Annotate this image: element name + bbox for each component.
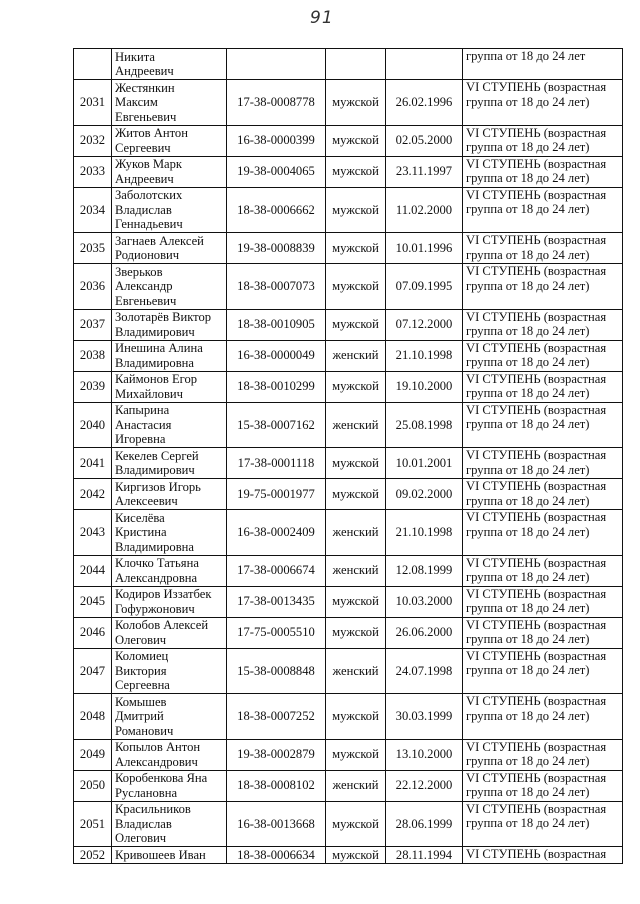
uin-cell: 18-38-0010905: [227, 309, 326, 340]
uin-cell: 19-38-0004065: [227, 156, 326, 187]
level-line: VI СТУПЕНЬ (возрастная: [466, 648, 607, 663]
level-line: VI СТУПЕНЬ (возрастная: [466, 694, 607, 708]
birth-date-cell: 26.06.2000: [386, 617, 463, 648]
birth-date-cell: 09.02.2000: [386, 479, 463, 510]
uin-cell: 16-38-0000399: [227, 125, 326, 156]
sex-cell: мужской: [326, 125, 386, 156]
level-cell: [463, 510, 623, 556]
full-name-cell: [112, 309, 227, 340]
sex-cell: мужской: [326, 156, 386, 187]
sex-cell: женский: [326, 648, 386, 694]
uin-cell: 18-38-0007073: [227, 264, 326, 310]
level-line: VI СТУПЕНЬ (возрастная: [466, 555, 607, 570]
uin-cell: 15-38-0007162: [227, 402, 326, 448]
table-row: [74, 617, 623, 648]
level-cell: [463, 694, 623, 740]
uin-cell: 17-38-0008778: [227, 80, 326, 126]
birth-date-cell: 21.10.1998: [386, 340, 463, 371]
level-line: группа от 18 до 24 лет): [466, 386, 590, 400]
level-line: группа от 18 до 24 лет): [466, 524, 590, 539]
birth-date-cell: 30.03.1999: [386, 694, 463, 740]
level-line: группа от 18 до 24 лет): [466, 202, 590, 216]
level-line: группа от 18 до 24 лет): [466, 462, 590, 477]
level-line: группа от 18 до 24 лет): [466, 94, 590, 109]
row-number-cell: 2051: [74, 801, 112, 847]
row-number-cell: 2050: [74, 770, 112, 801]
level-cell: [463, 448, 623, 479]
table-row: [74, 233, 623, 264]
full-name-line: Михайлович: [115, 386, 183, 401]
table-row: [74, 309, 623, 340]
full-name-line: Олегович: [115, 632, 167, 647]
table-row: [74, 340, 623, 371]
table-row: [74, 847, 623, 864]
row-number-cell: 2039: [74, 371, 112, 402]
full-name-line: Коломиец: [115, 649, 169, 663]
full-name-line: Владислав: [115, 816, 172, 831]
level-cell: [463, 617, 623, 648]
page-number: 91: [310, 8, 334, 28]
table-row: [74, 187, 623, 233]
level-cell: [463, 479, 623, 510]
sex-cell: мужской: [326, 448, 386, 479]
level-line: VI СТУПЕНЬ (возрастная: [466, 510, 607, 524]
registry-table: [73, 48, 623, 864]
level-line: группа от 18 до 24 лет): [466, 816, 590, 830]
table-row: [74, 80, 623, 126]
birth-date-cell: 26.02.1996: [386, 80, 463, 126]
full-name-line: Клочко Татьяна: [115, 556, 199, 570]
full-name-line: Анастасия: [115, 417, 172, 432]
sex-cell: женский: [326, 402, 386, 448]
full-name-line: Кривошеев Иван: [115, 847, 206, 862]
table-row: [74, 648, 623, 694]
full-name-line: Максим: [115, 95, 158, 109]
uin-cell: 16-38-0013668: [227, 801, 326, 847]
level-cell: [463, 340, 623, 371]
level-line: VI СТУПЕНЬ (возрастная: [466, 402, 607, 417]
level-cell: [463, 801, 623, 847]
sex-cell: женский: [326, 340, 386, 371]
full-name-line: Владимирович: [115, 324, 195, 339]
sex-cell: мужской: [326, 847, 386, 864]
birth-date-cell: 10.01.2001: [386, 448, 463, 479]
level-line: VI СТУПЕНЬ (возрастная: [466, 187, 607, 202]
sex-cell: женский: [326, 555, 386, 586]
uin-cell: 17-38-0001118: [227, 448, 326, 479]
level-cell: [463, 555, 623, 586]
level-line: VI СТУПЕНЬ (возрастная: [466, 739, 607, 754]
level-line: группа от 18 до 24 лет): [466, 278, 590, 293]
full-name-line: Жестянкин: [115, 80, 175, 95]
table-row: [74, 510, 623, 556]
row-number-cell: 2043: [74, 510, 112, 556]
full-name-line: Инешина Алина: [115, 341, 203, 355]
sex-cell: женский: [326, 770, 386, 801]
sex-cell: женский: [326, 510, 386, 556]
level-cell: [463, 309, 623, 340]
full-name-cell: [112, 694, 227, 740]
uin-cell: 18-38-0007252: [227, 694, 326, 740]
uin-cell: 18-38-0006662: [227, 187, 326, 233]
sex-cell: мужской: [326, 694, 386, 740]
full-name-line: Геннадьевич: [115, 217, 183, 231]
uin-cell: 16-38-0002409: [227, 510, 326, 556]
full-name-cell: [112, 233, 227, 264]
full-name-line: Руслановна: [115, 785, 178, 800]
birth-date-cell: 28.06.1999: [386, 801, 463, 847]
table-row: [74, 49, 623, 80]
full-name-line: Олегович: [115, 831, 167, 845]
full-name-cell: [112, 49, 227, 80]
birth-date-cell: 23.11.1997: [386, 156, 463, 187]
table-row: [74, 156, 623, 187]
full-name-line: Красильников: [115, 802, 191, 816]
full-name-line: Капырина: [115, 403, 170, 417]
full-name-cell: [112, 340, 227, 371]
sex-cell: мужской: [326, 264, 386, 310]
level-cell: [463, 770, 623, 801]
level-line: VI СТУПЕНЬ (возрастная: [466, 371, 607, 386]
full-name-cell: [112, 739, 227, 770]
table-row: [74, 555, 623, 586]
sex-cell: мужской: [326, 309, 386, 340]
table-row: [74, 402, 623, 448]
full-name-line: Владимировна: [115, 539, 194, 554]
birth-date-cell: 12.08.1999: [386, 555, 463, 586]
level-line: VI СТУПЕНЬ (возрастная: [466, 586, 607, 601]
full-name-line: Никита: [115, 49, 155, 64]
table-row: [74, 770, 623, 801]
birth-date-cell: 11.02.2000: [386, 187, 463, 233]
sex-cell: мужской: [326, 479, 386, 510]
birth-date-cell: 07.12.2000: [386, 309, 463, 340]
full-name-cell: [112, 770, 227, 801]
full-name-line: Кодиров Иззатбек: [115, 587, 212, 601]
table-row: [74, 125, 623, 156]
level-cell: [463, 125, 623, 156]
full-name-cell: [112, 264, 227, 310]
full-name-line: Александровна: [115, 570, 198, 585]
level-line: группа от 18 до 24 лет): [466, 355, 590, 369]
full-name-line: Каймонов Егор: [115, 372, 198, 386]
full-name-line: Андреевич: [115, 171, 174, 186]
full-name-line: Киселёва: [115, 510, 165, 525]
level-line: группа от 18 до 24 лет): [466, 601, 590, 615]
level-cell: [463, 80, 623, 126]
full-name-line: Коробенкова Яна: [115, 771, 208, 785]
row-number-cell: 2047: [74, 648, 112, 694]
level-cell: [463, 648, 623, 694]
table-row: [74, 264, 623, 310]
uin-cell: 17-38-0013435: [227, 586, 326, 617]
full-name-line: Владимировна: [115, 355, 194, 370]
row-number-cell: 2032: [74, 125, 112, 156]
full-name-cell: [112, 125, 227, 156]
full-name-line: Кристина: [115, 525, 167, 539]
full-name-line: Загнаев Алексей: [115, 233, 204, 248]
full-name-line: Евгеньевич: [115, 293, 177, 308]
level-line: группа от 18 до 24 лет): [466, 632, 590, 646]
uin-cell: 19-38-0008839: [227, 233, 326, 264]
sex-cell: мужской: [326, 617, 386, 648]
level-cell: [463, 233, 623, 264]
level-line: группа от 18 до 24 лет): [466, 663, 590, 677]
full-name-line: Золотарёв Виктор: [115, 310, 212, 324]
row-number-cell: 2035: [74, 233, 112, 264]
full-name-line: Киргизов Игорь: [115, 479, 201, 494]
birth-date-cell: 28.11.1994: [386, 847, 463, 864]
row-number-cell: 2041: [74, 448, 112, 479]
row-number-cell: 2045: [74, 586, 112, 617]
sex-cell: [326, 49, 386, 80]
sex-cell: мужской: [326, 586, 386, 617]
sex-cell: мужской: [326, 187, 386, 233]
full-name-line: Андреевич: [115, 64, 174, 78]
row-number-cell: 2048: [74, 694, 112, 740]
full-name-cell: [112, 510, 227, 556]
birth-date-cell: 24.07.1998: [386, 648, 463, 694]
row-number-cell: 2038: [74, 340, 112, 371]
row-number-cell: 2033: [74, 156, 112, 187]
full-name-cell: [112, 801, 227, 847]
level-line: VI СТУПЕНЬ (возрастная: [466, 156, 607, 171]
level-cell: [463, 847, 623, 864]
full-name-cell: [112, 156, 227, 187]
full-name-cell: [112, 586, 227, 617]
level-line: VI СТУПЕНЬ (возрастная: [466, 264, 607, 278]
level-line: VI СТУПЕНЬ (возрастная: [466, 340, 607, 355]
level-cell: [463, 156, 623, 187]
row-number-cell: 2034: [74, 187, 112, 233]
full-name-line: Колобов Алексей: [115, 618, 209, 632]
full-name-line: Игоревна: [115, 432, 166, 446]
uin-cell: 17-75-0005510: [227, 617, 326, 648]
full-name-line: Владислав: [115, 202, 172, 217]
level-cell: [463, 371, 623, 402]
full-name-line: Дмитрий: [115, 709, 164, 723]
level-line: группа от 18 до 24 лет): [466, 570, 590, 584]
row-number-cell: 2040: [74, 402, 112, 448]
level-line: VI СТУПЕНЬ (возрастная: [466, 80, 607, 94]
level-line: VI СТУПЕНЬ (возрастная: [466, 801, 607, 816]
level-cell: [463, 402, 623, 448]
row-number-cell: 2037: [74, 309, 112, 340]
level-line: VI СТУПЕНЬ (возрастная: [466, 125, 607, 140]
full-name-line: Сергеевич: [115, 140, 171, 155]
full-name-line: Кекелев Сергей: [115, 448, 199, 463]
level-cell: [463, 187, 623, 233]
full-name-cell: [112, 187, 227, 233]
full-name-line: Жуков Марк: [115, 157, 183, 171]
full-name-line: Владимирович: [115, 463, 195, 477]
full-name-line: Родионович: [115, 248, 180, 262]
full-name-line: Заболотских: [115, 188, 183, 202]
birth-date-cell: 21.10.1998: [386, 510, 463, 556]
full-name-line: Сергеевна: [115, 678, 170, 692]
uin-cell: 18-38-0010299: [227, 371, 326, 402]
level-line: группа от 18 до 24 лет): [466, 140, 590, 154]
uin-cell: 16-38-0000049: [227, 340, 326, 371]
row-number-cell: 2046: [74, 617, 112, 648]
full-name-cell: [112, 448, 227, 479]
level-line: VI СТУПЕНЬ (возрастная: [466, 233, 607, 247]
row-number-cell: 2042: [74, 479, 112, 510]
birth-date-cell: 25.08.1998: [386, 402, 463, 448]
level-line: VI СТУПЕНЬ (возрастная: [466, 770, 607, 785]
birth-date-cell: 10.03.2000: [386, 586, 463, 617]
sex-cell: мужской: [326, 233, 386, 264]
full-name-cell: [112, 847, 227, 864]
uin-cell: 19-75-0001977: [227, 479, 326, 510]
sex-cell: мужской: [326, 739, 386, 770]
level-cell: [463, 264, 623, 310]
sex-cell: мужской: [326, 371, 386, 402]
level-line: VI СТУПЕНЬ (возрастная: [466, 448, 607, 462]
level-line: группа от 18 до 24 лет): [466, 785, 590, 799]
full-name-cell: [112, 402, 227, 448]
full-name-line: Житов Антон: [115, 126, 188, 140]
birth-date-cell: 10.01.1996: [386, 233, 463, 264]
uin-cell: 19-38-0002879: [227, 739, 326, 770]
full-name-cell: [112, 617, 227, 648]
level-line: группа от 18 до 24 лет): [466, 708, 590, 723]
sex-cell: мужской: [326, 801, 386, 847]
row-number-cell: 2031: [74, 80, 112, 126]
full-name-line: Гофуржонович: [115, 601, 195, 616]
birth-date-cell: 07.09.1995: [386, 264, 463, 310]
full-name-line: Виктория: [115, 663, 167, 678]
level-cell: [463, 586, 623, 617]
level-line: VI СТУПЕНЬ (возрастная: [466, 847, 607, 861]
uin-cell: 18-38-0006634: [227, 847, 326, 864]
full-name-line: Романович: [115, 723, 174, 738]
row-number-cell: 2049: [74, 739, 112, 770]
birth-date-cell: 22.12.2000: [386, 770, 463, 801]
birth-date-cell: 13.10.2000: [386, 739, 463, 770]
level-line: группа от 18 до 24 лет): [466, 171, 590, 185]
level-line: VI СТУПЕНЬ (возрастная: [466, 479, 607, 493]
level-line: группа от 18 до 24 лет: [466, 49, 586, 63]
uin-cell: 18-38-0008102: [227, 770, 326, 801]
full-name-cell: [112, 648, 227, 694]
full-name-line: Александр: [115, 279, 173, 293]
full-name-cell: [112, 371, 227, 402]
row-number-cell: [74, 49, 112, 80]
uin-cell: [227, 49, 326, 80]
table-row: [74, 801, 623, 847]
row-number-cell: 2052: [74, 847, 112, 864]
full-name-cell: [112, 555, 227, 586]
full-name-line: Алексеевич: [115, 494, 178, 508]
birth-date-cell: 02.05.2000: [386, 125, 463, 156]
full-name-line: Зверьков: [115, 264, 163, 279]
level-cell: [463, 739, 623, 770]
table-row: [74, 448, 623, 479]
registry-table-body: [74, 49, 623, 864]
row-number-cell: 2036: [74, 264, 112, 310]
uin-cell: 17-38-0006674: [227, 555, 326, 586]
birth-date-cell: 19.10.2000: [386, 371, 463, 402]
table-row: [74, 586, 623, 617]
table-row: [74, 479, 623, 510]
full-name-line: Копылов Антон: [115, 740, 201, 754]
level-cell: [463, 49, 623, 80]
level-line: VI СТУПЕНЬ (возрастная: [466, 309, 607, 324]
uin-cell: 15-38-0008848: [227, 648, 326, 694]
full-name-cell: [112, 479, 227, 510]
full-name-cell: [112, 80, 227, 126]
level-line: группа от 18 до 24 лет): [466, 493, 590, 508]
level-line: группа от 18 до 24 лет): [466, 754, 590, 768]
sex-cell: мужской: [326, 80, 386, 126]
level-line: группа от 18 до 24 лет): [466, 324, 590, 338]
level-line: группа от 18 до 24 лет): [466, 417, 590, 431]
full-name-line: Комышев: [115, 694, 167, 709]
table-row: [74, 739, 623, 770]
level-line: VI СТУПЕНЬ (возрастная: [466, 617, 607, 632]
full-name-line: Александрович: [115, 754, 198, 769]
table-row: [74, 371, 623, 402]
table-row: [74, 694, 623, 740]
birth-date-cell: [386, 49, 463, 80]
row-number-cell: 2044: [74, 555, 112, 586]
full-name-line: Евгеньевич: [115, 109, 177, 124]
level-line: группа от 18 до 24 лет): [466, 247, 590, 262]
